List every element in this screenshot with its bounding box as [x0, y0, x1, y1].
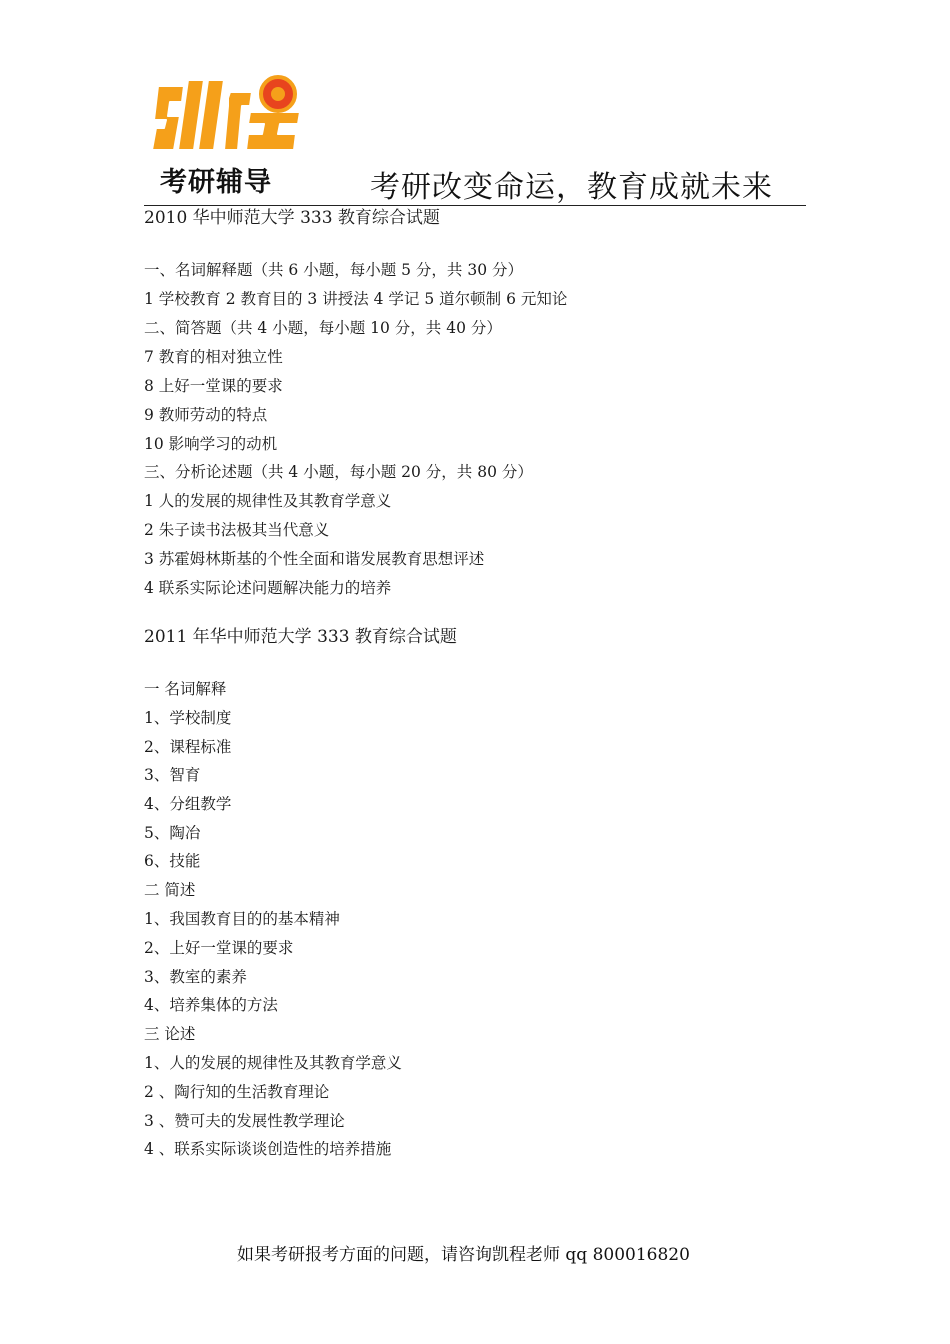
exam-line: 2 、陶行知的生活教育理论: [144, 1083, 330, 1101]
header-divider: [144, 205, 806, 206]
exam-line: 3 、赞可夫的发展性教学理论: [144, 1112, 345, 1130]
exam-line: 4 、联系实际谈谈创造性的培养措施: [144, 1140, 392, 1158]
exam-line: 3、教室的素养: [144, 968, 247, 986]
exam-line: 2 朱子读书法极其当代意义: [144, 521, 330, 539]
exam-line: 1 学校教育 2 教育目的 3 讲授法 4 学记 5 道尔顿制 6 元知论: [144, 290, 568, 308]
logo-text: 考研辅导: [160, 167, 272, 198]
exam-line: 二、简答题（共 4 小题，每小题 10 分，共 40 分）: [144, 319, 502, 337]
kaicheng-logo-mark: [152, 72, 304, 154]
exam-line: 1 人的发展的规律性及其教育学意义: [144, 492, 392, 510]
exam-line: 5、陶冶: [144, 824, 201, 842]
logo: [152, 72, 304, 198]
exam-line: 4、分组教学: [144, 795, 232, 813]
exam-title: 2011 年华中师范大学 333 教育综合试题: [144, 627, 457, 647]
exam-line: 9 教师劳动的特点: [144, 406, 268, 424]
exam-line: 2、上好一堂课的要求: [144, 939, 294, 957]
exam-line: 7 教育的相对独立性: [144, 348, 283, 366]
footer-contact: 如果考研报考方面的问题，请咨询凯程老师 qq 800016820: [237, 1245, 690, 1265]
exam-line: 三、分析论述题（共 4 小题，每小题 20 分，共 80 分）: [144, 463, 533, 481]
exam-line: 1、人的发展的规律性及其教育学意义: [144, 1054, 402, 1072]
exam-line: 二 简述: [144, 881, 196, 899]
header-slogan: 考研改变命运，教育成就未来: [370, 170, 773, 205]
exam-title: 2010 华中师范大学 333 教育综合试题: [144, 208, 440, 228]
exam-line: 4 联系实际论述问题解决能力的培养: [144, 579, 392, 597]
exam-line: 三 论述: [144, 1025, 196, 1043]
exam-line: 6、技能: [144, 852, 201, 870]
exam-line: 3、智育: [144, 766, 201, 784]
exam-line: 4、培养集体的方法: [144, 996, 278, 1014]
exam-line: 1、我国教育目的的基本精神: [144, 910, 340, 928]
exam-line: 8 上好一堂课的要求: [144, 377, 283, 395]
exam-line: 10 影响学习的动机: [144, 435, 278, 453]
exam-line: 2、课程标准: [144, 738, 232, 756]
exam-line: 3 苏霍姆林斯基的个性全面和谐发展教育思想评述: [144, 550, 485, 568]
exam-line: 一 名词解释: [144, 680, 227, 698]
exam-line: 1、学校制度: [144, 709, 232, 727]
exam-line: 一、名词解释题（共 6 小题，每小题 5 分，共 30 分）: [144, 261, 524, 279]
